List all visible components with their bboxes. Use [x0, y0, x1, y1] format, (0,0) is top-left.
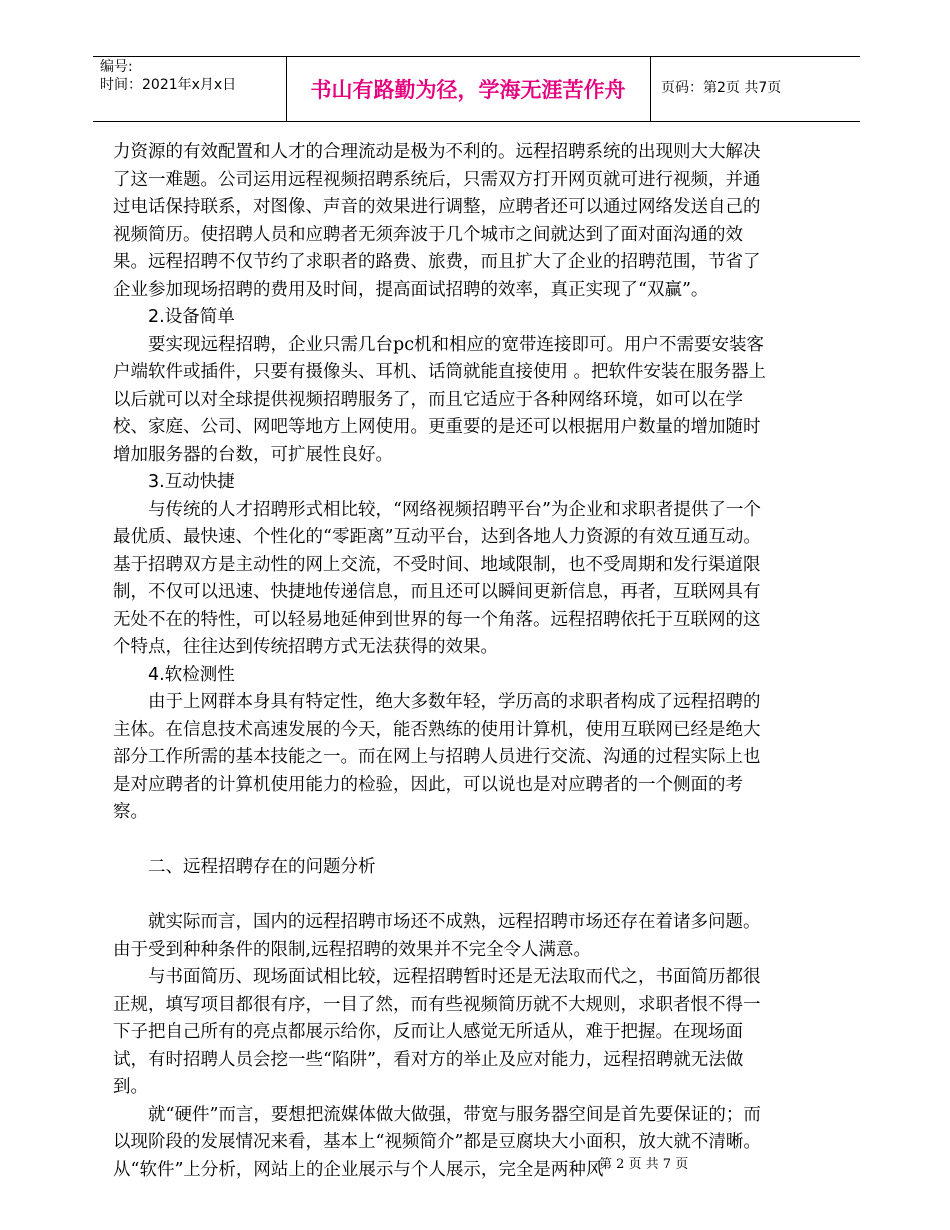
header-divider-2 — [650, 56, 651, 121]
paragraph-actual: 就实际而言，国内的远程招聘市场还不成熟，远程招聘市场还存在着诸多问题。由于受到种种条件的限制,远程招聘的效果并不完全令人满意。 — [113, 912, 761, 960]
header-motto: 书山有路勤为径，学海无涯苦作舟 — [310, 78, 626, 102]
spacer — [113, 827, 773, 855]
document-body — [113, 139, 773, 1184]
heading-interactive-fast: 3.互动快捷 — [148, 472, 235, 492]
header-meta — [100, 58, 236, 94]
header-page-info: 页码：第2页 共7页 — [661, 80, 782, 96]
spacer — [113, 882, 773, 910]
document-time: 时间：2021年x月x日 — [100, 77, 237, 93]
heading-equipment-simple: 2.设备简单 — [148, 307, 235, 327]
section-title-problems: 二、远程招聘存在的问题分析 — [148, 857, 376, 877]
paragraph-comparison: 与书面简历、现场面试相比较，远程招聘暂时还是无法取而代之，书面简历都很正规，填写项目都很有序，一目了然，而有些视频简历就不大规则，求职者恨不得一下子把自己所有的亮点都展示给你，反而让人感觉无所适从，难于把握。在现场面试，有时招聘人员会挖一些“陷阱”，看对方的举止及应对能力，远程招聘就无法做到。 — [113, 967, 761, 1097]
heading-soft-detection: 4.软检测性 — [148, 664, 235, 685]
footer-page-number: 第 2 页 共 7 页 — [599, 1157, 689, 1172]
paragraph-intro: 力资源的有效配置和人才的合理流动是极为不利的。远程招聘系统的出现则大大解决了这一难题。公司运用远程视频招聘系统后，只需双方打开网页就可进行视频，并通过电话保持联系，对图像、声音的效果进行调整，应聘者还可以通过网络发送自己的视频简历。使招聘人员和应聘者无须奔波于几个城市之间就达到了面对面沟通的效果。远程招聘不仅节约了求职者的路费、旅费，而且扩大了企业的招聘范围，节省了企业参加现场招聘的费用及时间，提高面试招聘的效率，真正实现了“双赢”。 — [113, 142, 761, 300]
paragraph-hardware: 就“硬件”而言，要想把流媒体做大做强，带宽与服务器空间是首先要保证的；而以现阶段的发展情况来看，基本上“视频简介”都是豆腐块大小面积，放大就不清晰。从“软件”上分析，网站上的企业展示与个人展示，完全是两种风 — [113, 1104, 761, 1180]
paragraph-interactive: 与传统的人才招聘形式相比较，“网络视频招聘平台”为企业和求职者提供了一个最优质、最快速、个性化的“零距离”互动平台，达到各地人力资源的有效互通互动。基于招聘双方是主动性的网上交流，不受时间、地域限制，也不受周期和发行渠道限制，不仅可以迅速、快捷地传递信息，而且还可以瞬间更新信息，再者，互联网具有无处不在的特性，可以轻易地延伸到世界的每一个角落。远程招聘依托于互联网的这个特点，往往达到传统招聘方式无法获得的效果。 — [113, 499, 761, 657]
document-number-label: 编号: — [100, 59, 133, 75]
paragraph-soft-detection: 由于上网群本身具有特定性，绝大多数年轻，学历高的求职者构成了远程招聘的主体。在信息技术高速发展的今天，能否熟练的使用计算机，使用互联网已经是绝大部分工作所需的基本技能之一。而在网上与招聘人员进行交流、沟通的过程实际上也是对应聘者的计算机使用能力的检验，因此，可以说也是对应聘者的一个侧面的考察。 — [113, 692, 761, 822]
paragraph-equipment: 要实现远程招聘，企业只需几台pc机和相应的宽带连接即可。用户不需要安装客户端软件或插件，只要有摄像头、耳机、话筒就能直接使用 。把软件安装在服务器上以后就可以对全球提供视频招聘服务了，而且它适应于各种网络环境，如可以在学校、家庭、公司、网吧等地方上网使用。更重要的是还可以根据用户数量的增加随时增加服务器的台数，可扩展性良好。 — [113, 334, 767, 465]
header-rule-bottom — [93, 121, 860, 122]
header-rule-top — [93, 56, 860, 57]
